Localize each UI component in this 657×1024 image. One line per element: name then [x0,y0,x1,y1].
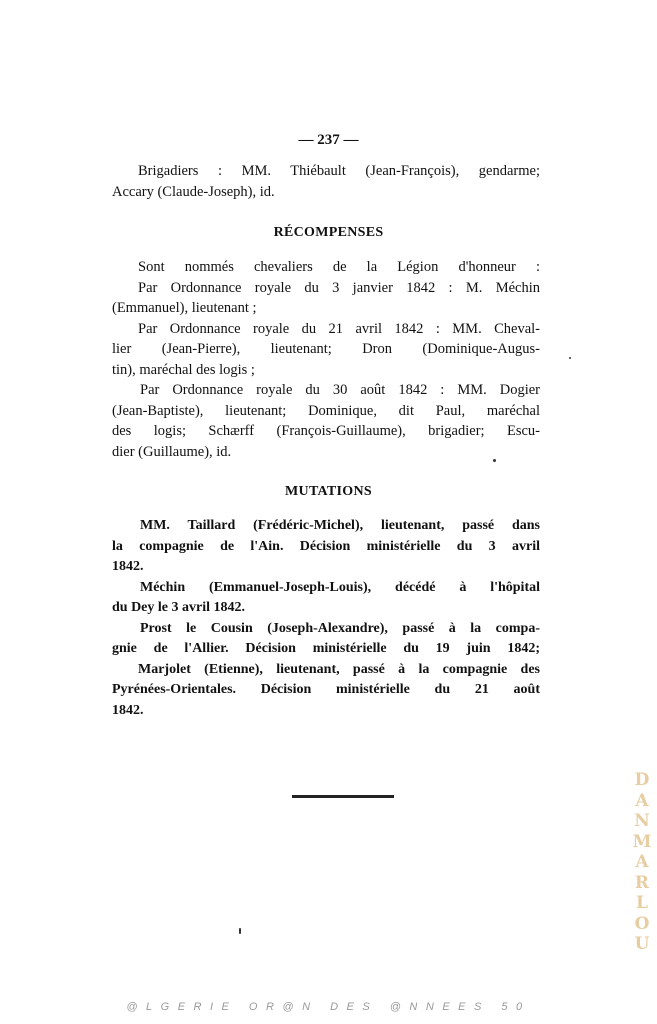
text-line: Prost le Cousin (Joseph-Alexandre), passé à la compa- [140,620,540,636]
text-line: Sont nommés chevaliers de la Légion d'honneur : [138,259,540,275]
text-line: Marjolet (Etienne), lieutenant, passé à la compagnie des [138,661,540,677]
text-line: du Dey le 3 avril 1842. [112,600,245,615]
text-line: MM. Taillard (Frédéric-Michel), lieutenant, passé dans [140,518,540,533]
recompenses-heading: RÉCOMPENSES [273,225,384,240]
text-line: gnie de l'Allier. Décision ministérielle du 19 juin 1842; [112,641,540,656]
brigadiers-paragraph [112,161,540,202]
text-line: dier (Guillaume), id. [112,443,232,460]
text-line: Méchin (Emmanuel-Joseph-Louis), décédé à l'hôpital [140,579,540,595]
mutations-heading: MUTATIONS [285,484,372,499]
recompenses-paragraph [112,257,540,462]
mutations-paragraph [112,516,540,721]
ink-speck [239,928,241,934]
text-line: des logis; Schærff (François-Guillaume), brigadier; Escu- [112,423,540,439]
text-line: Par Ordonnance royale du 21 avril 1842 : MM. Cheval- [138,320,540,337]
ink-speck [569,357,571,359]
text-line: (Emmanuel), lieutenant ; [112,300,257,316]
text-line: Par Ordonnance royale du 3 janvier 1842 : M. Méchin [138,279,540,296]
section-divider [292,795,394,798]
text-line: 1842. [112,559,144,574]
text-line: lier (Jean-Pierre), lieutenant; Dron (Dominique-Augus- [112,341,540,357]
footer-watermark: @LGERIE OR@N DES @NNEES 50 [126,1001,531,1013]
text-line: Accary (Claude-Joseph), id. [112,183,275,200]
text-line: tin), maréchal des logis ; [112,361,255,378]
text-line: Brigadiers : MM. Thiébault (Jean-François), gendarme; [138,163,540,179]
text-line: Pyrénées-Orientales. Décision ministérielle du 21 août [112,682,540,697]
text-line: 1842. [112,702,144,718]
page-number: — 237 — [298,132,359,148]
side-stamp: DANMARLOU [632,770,652,954]
text-line: (Jean-Baptiste), lieutenant; Dominique, dit Paul, maréchal [112,402,540,419]
text-line: Par Ordonnance royale du 30 août 1842 : MM. Dogier [140,382,540,398]
ink-speck [493,459,496,462]
text-line: la compagnie de l'Ain. Décision ministérielle du 3 avril [112,538,540,554]
